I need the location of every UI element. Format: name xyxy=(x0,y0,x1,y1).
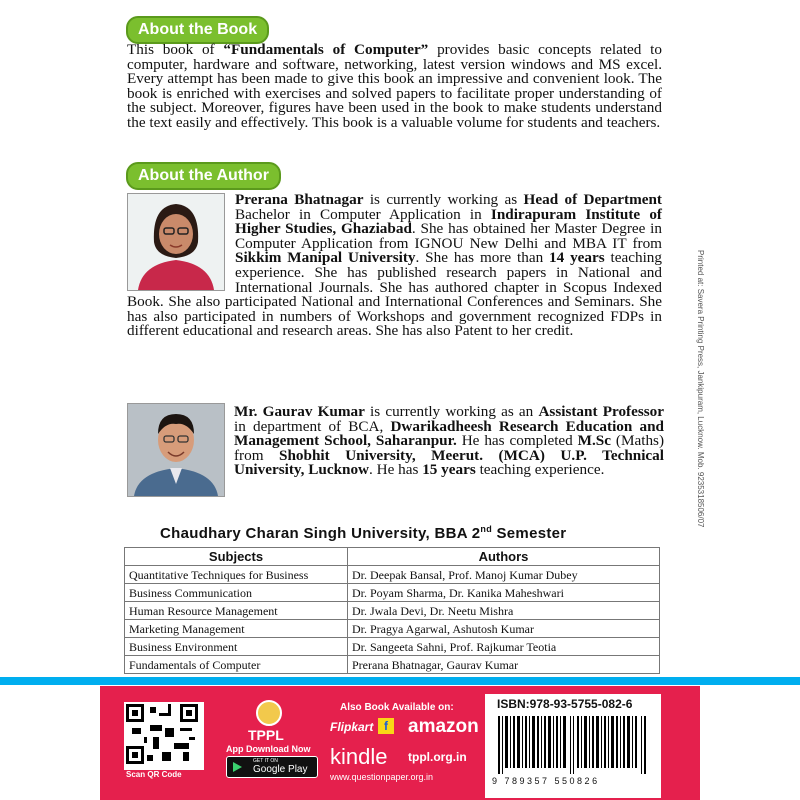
scan-qr-label: Scan QR Code xyxy=(126,770,182,779)
authors-cell: Dr. Poyam Sharma, Dr. Kanika Maheshwari xyxy=(348,584,660,602)
table-row xyxy=(125,584,660,602)
tppl-website[interactable]: tppl.org.in xyxy=(408,750,467,764)
isbn-label: ISBN:978-93-5755-082-6 xyxy=(497,697,633,711)
flipkart-logo[interactable]: Flipkart xyxy=(330,720,374,734)
table-row xyxy=(125,620,660,638)
also-available-label: Also Book Available on: xyxy=(340,702,454,713)
printer-info: Printed at: Savera Printing Press, Jankipuram, Lucknow. Mob. 9235318506/07 xyxy=(696,250,705,528)
author1-photo xyxy=(127,193,225,291)
kindle-logo[interactable]: kindle xyxy=(330,744,388,769)
about-book-text: This book of “Fundamentals of Computer” provides basic concepts related to computer, hardware and software, networking, latest version windows and MS excel. Every attempt has been made to give this book an impressive and convenient look. The book is enriched with exercises and solved papers to facilitate proper understanding of the subject. Moreover, figures have been used in the book to make students understand the text easily and effectively. This book is a valuable volume for students and teachers. xyxy=(127,41,662,131)
app-download-label: App Download Now xyxy=(226,744,311,754)
amazon-logo[interactable]: amazon xyxy=(408,716,479,737)
questionpaper-website[interactable]: www.questionpaper.org.in xyxy=(330,772,434,782)
about-author-heading: About the Author xyxy=(126,162,281,190)
subject-cell: Business Environment xyxy=(125,638,348,656)
authors-cell: Dr. Jwala Devi, Dr. Neetu Mishra xyxy=(348,602,660,620)
book-title: “Fundamentals of Computer” xyxy=(223,41,429,58)
about-book-heading: About the Book xyxy=(126,16,269,44)
authors-cell: Dr. Sangeeta Sahni, Prof. Rajkumar Teotia xyxy=(348,638,660,656)
university-title: Chaudhary Charan Singh University, BBA 2nd Semester xyxy=(160,524,567,542)
author2-bio: Mr. Gaurav Kumar is currently working as an Assistant Professor in department of BCA, Dwarikadheesh Research Education and Management School, Saharanpur. He has completed M.Sc (Maths) from Shobhit University, Meerut. (MCA) U.P. Technical University, Lucknow. He has 15 years teaching experience. xyxy=(234,403,665,479)
authors-cell: Prerana Bhatnagar, Gaurav Kumar xyxy=(348,656,660,674)
author2-photo xyxy=(127,403,225,497)
authors-cell: Dr. Pragya Agarwal, Ashutosh Kumar xyxy=(348,620,660,638)
google-play-badge[interactable]: GET IT ON Google Play xyxy=(226,756,318,778)
subject-cell: Quantitative Techniques for Business xyxy=(125,566,348,584)
flipkart-icon: f xyxy=(378,718,394,734)
subject-cell: Fundamentals of Computer xyxy=(125,656,348,674)
tppl-label: TPPL xyxy=(248,727,284,743)
table-row xyxy=(125,656,660,674)
subject-cell: Marketing Management xyxy=(125,620,348,638)
play-store-icon xyxy=(233,762,242,772)
header-subjects: Subjects xyxy=(125,548,348,566)
authors-cell: Dr. Deepak Bansal, Prof. Manoj Kumar Dubey xyxy=(348,566,660,584)
barcode-icon xyxy=(498,716,648,774)
qr-code[interactable] xyxy=(124,702,204,770)
table-row xyxy=(125,566,660,584)
subject-cell: Business Communication xyxy=(125,584,348,602)
divider-bar xyxy=(0,677,800,685)
author1-bio: Prerana Bhatnagar is currently working as Head of Department Bachelor in Computer Application in Indirapuram Institute of Higher Studies, Ghaziabad. She has obtained her Master Degree in Computer Application from IGNOU New Delhi and MBA IT from Sikkim Manipal University. She has more than 14 years teaching experience. She has published research papers in National and International Journals. She has authored chapter in Scopus Indexed Book. She also participated National and International Conferences and Seminars. She has also participated in numbers of Workshops and government recognized FDPs in different educational and research areas. She has also Patent to her credit. xyxy=(127,191,662,340)
header-authors: Authors xyxy=(348,548,660,566)
table-row xyxy=(125,638,660,656)
table-header-row xyxy=(125,548,660,566)
subjects-table xyxy=(124,547,660,674)
table-row xyxy=(125,602,660,620)
subject-cell: Human Resource Management xyxy=(125,602,348,620)
tppl-logo-icon xyxy=(256,700,282,726)
barcode-digits: 9 789357 550826 xyxy=(492,776,600,786)
